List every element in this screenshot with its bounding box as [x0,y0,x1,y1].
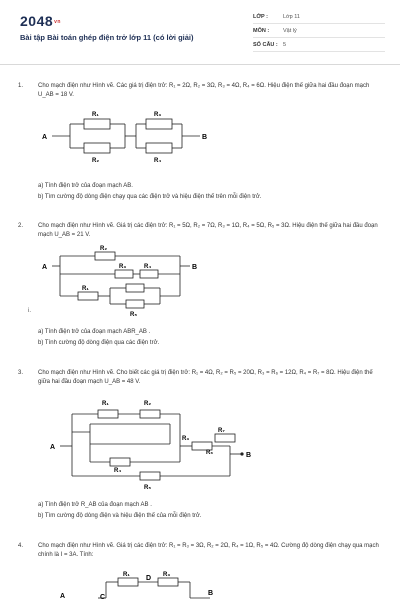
question-text: Cho mạch điện như Hình vẽ. Giá trị các điện trở: R₁ = 5Ω, R₂ = 7Ω, R₃ = 1Ω, R₄ = 5Ω, R₅ = 3Ω. Hiệu điện thế giữa hai đầu đoạn mạch U_AB = 21 V. [38,223,378,238]
meta-value: 5 [283,41,287,48]
meta-table [253,10,385,52]
resistor-r3-label: R₃ [163,572,171,578]
resistor-r3-label: R₃ [154,112,162,118]
question-2-parts [18,326,383,348]
meta-row-count [253,38,385,52]
resistor-r3-label: R₃ [119,264,127,270]
question-part-b: b) Tìm cường độ dòng điện và hiệu điện thế của mỗi điện trở. [38,513,202,519]
resistor-r5-label: R₅ [130,312,138,318]
question-3-parts [18,499,383,521]
question-number: 2. [18,223,24,229]
node-a-label: A [60,593,66,600]
resistor-r2-label: R₂ [100,246,107,252]
node-a-label: A [42,264,48,271]
question-2 [18,222,383,240]
meta-key: SỐ CÂU : [253,41,278,48]
site-logo[interactable]: 2048vn [20,13,61,29]
resistor-r6-label: R₆ [206,450,214,456]
circuit-diagram-4 [50,568,230,600]
question-1 [18,82,383,100]
circuit-diagram-3 [50,392,270,492]
document-header [0,0,400,65]
question-number: 3. [18,370,24,376]
resistor-r2-label: R₂ [92,158,99,164]
document-title: Bài tập Bài toán ghép điện trở lớp 11 (có lời giải) [20,33,194,42]
meta-value: Lớp 11 [283,13,300,20]
node-d-label: D [146,575,152,582]
resistor-r5-label: R₅ [144,485,152,491]
question-part-a: a) Tính điện trở của đoạn mạch ABR_AB . [38,329,151,335]
resistor-r4-label: R₄ [144,264,152,270]
node-b-label: B [202,134,208,141]
meta-row-subject [253,24,385,38]
meta-row-class [253,10,385,24]
node-a-label: A [42,134,48,141]
node-b-label: B [246,452,252,459]
stray-mark: i. [28,308,31,314]
resistor-r1-label: R₁ [102,401,109,407]
node-c-label: C [100,594,106,600]
question-part-a: a) Tính điện trở của đoạn mạch AB. [38,183,133,189]
resistor-r2-label: R₂ [144,401,151,407]
resistor-r7-label: R₇ [218,428,225,434]
circuit-diagram-1 [40,108,220,168]
question-3 [18,369,383,387]
meta-key: MÔN : [253,27,270,34]
resistor-r1-label: R₁ [92,112,99,118]
resistor-r4-label: R₄ [154,158,162,164]
resistor-r4-label: R₄ [114,468,122,474]
question-1-parts [18,180,383,202]
node-b-label: B [208,590,214,597]
meta-key: LỚP : [253,13,268,20]
resistor-r3-label: R₃ [182,436,190,442]
node-b-label: B [192,264,198,271]
resistor-r1-label: R₁ [123,572,130,578]
question-text: Cho mạch điện như Hình vẽ. Cho biết các giá trị điện trở: R₁ = 4Ω, R₂ = R₅ = 20Ω, R₃ = R₆ = 12Ω, R₄ = R₇ = 8Ω. Hiệu điện thế giữa hai đầu đoạn mạch U_AB = 48 V. [38,370,373,385]
question-4 [18,542,383,560]
question-text: Cho mạch điện như Hình vẽ. Giá trị các điện trở: R₁ = R₃ = 3Ω, R₂ = 2Ω, R₄ = 1Ω, R₅ = 4Ω. Cường độ dòng điện chạy qua mạch chính là I = 3A. Tính: [38,543,379,558]
node-a-label: A [50,444,56,451]
question-number: 1. [18,83,24,89]
question-part-a: a) Tính điện trở R_AB của đoạn mạch AB . [38,502,152,508]
question-part-b: b) Tính cường độ dòng điện qua các điện trở. [38,340,160,346]
question-text: Cho mạch điện như Hình vẽ. Các giá trị điện trở: R₁ = 2Ω, R₂ = 3Ω, R₃ = 4Ω, R₄ = 6Ω. Hiệu điện thế giữa hai đầu đoạn mạch U_AB = 18 V. [38,83,370,98]
question-part-b: b) Tìm cường độ dòng điện chạy qua các điện trở và hiệu điện thế trên mỗi điện trở. [38,194,262,200]
meta-value: Vật lý [283,27,297,34]
circuit-diagram-2 [40,244,220,320]
question-number: 4. [18,543,24,549]
resistor-r1-label: R₁ [82,286,89,292]
